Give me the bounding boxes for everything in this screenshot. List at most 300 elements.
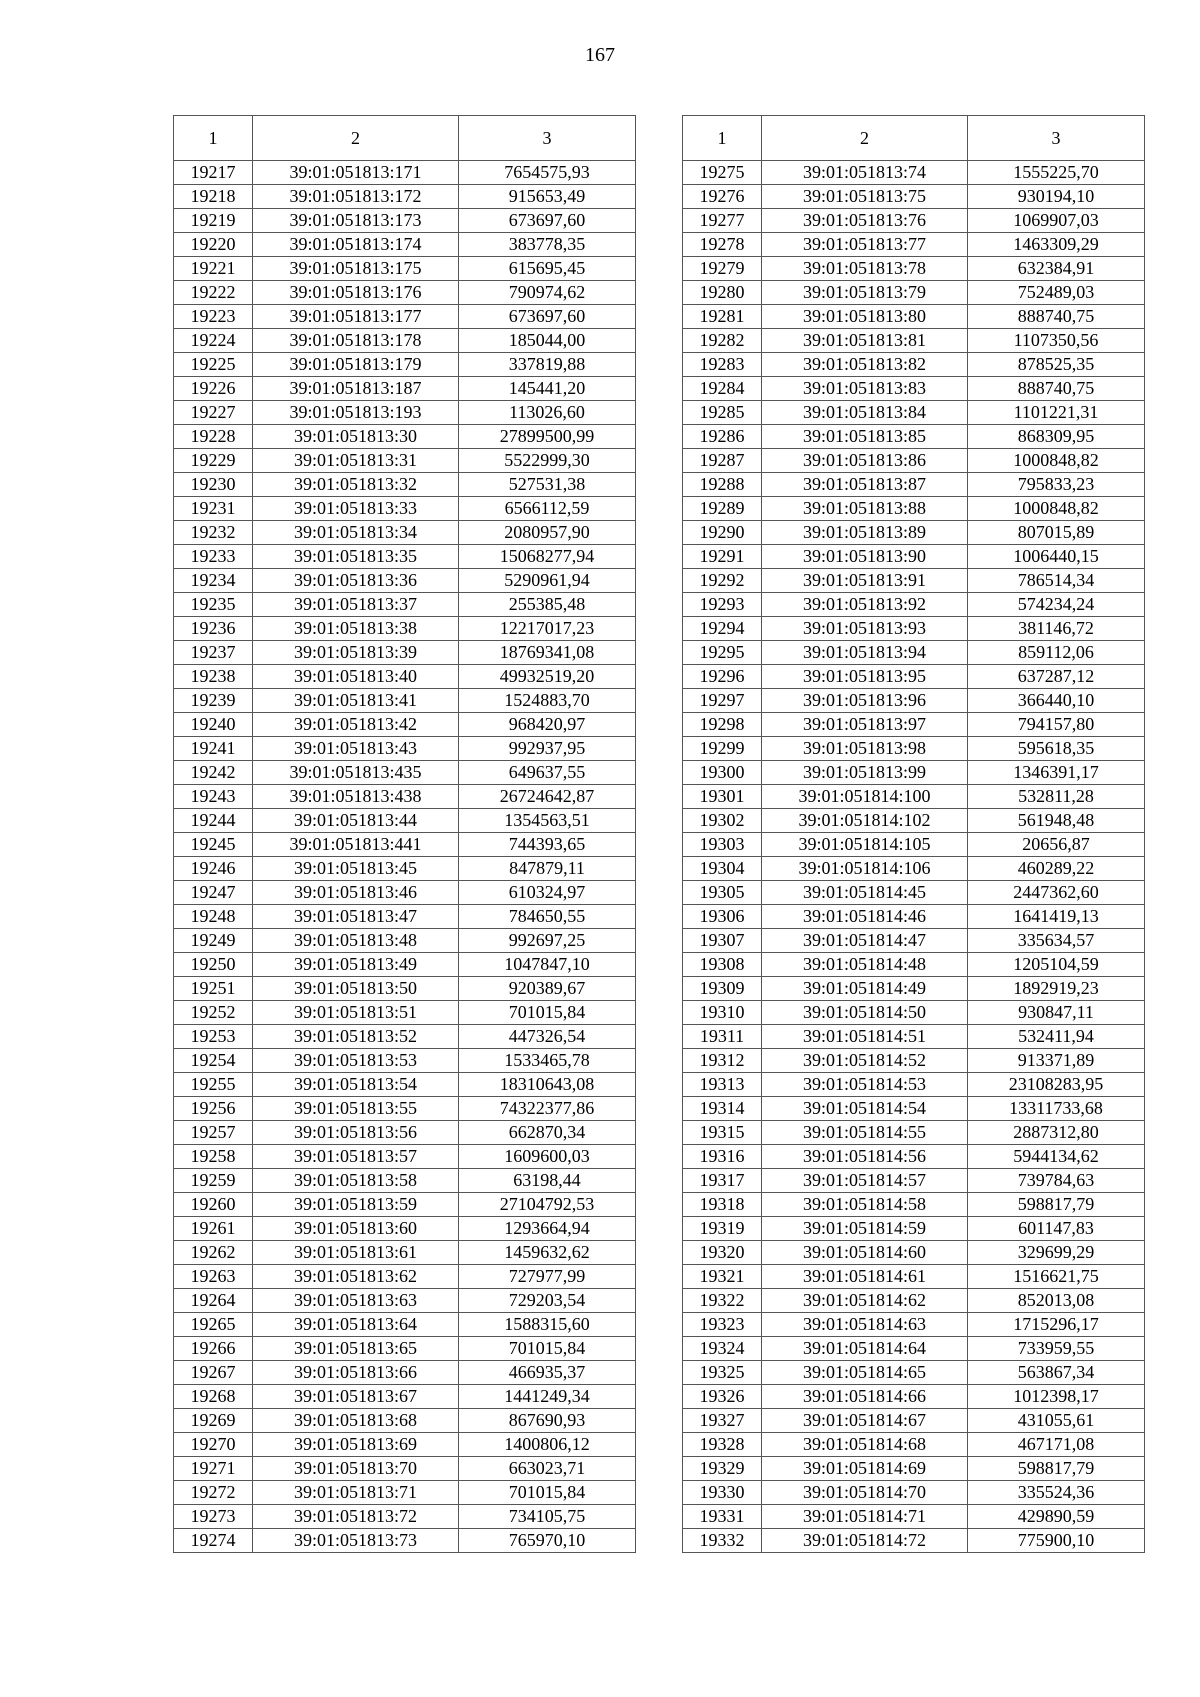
row-number-cell: 19318	[683, 1193, 762, 1217]
cadastral-id-cell: 39:01:051814:60	[762, 1241, 968, 1265]
cadastral-id-cell: 39:01:051813:80	[762, 305, 968, 329]
value-cell: 729203,54	[459, 1289, 636, 1313]
value-cell: 383778,35	[459, 233, 636, 257]
value-cell: 786514,34	[968, 569, 1145, 593]
cadastral-id-cell: 39:01:051813:65	[253, 1337, 459, 1361]
row-number-cell: 19322	[683, 1289, 762, 1313]
value-cell: 447326,54	[459, 1025, 636, 1049]
cadastral-id-cell: 39:01:051813:90	[762, 545, 968, 569]
table-row	[174, 737, 636, 761]
table-row	[683, 185, 1145, 209]
value-cell: 15068277,94	[459, 545, 636, 569]
table-row	[174, 1169, 636, 1193]
row-number-cell: 19307	[683, 929, 762, 953]
cadastral-id-cell: 39:01:051813:173	[253, 209, 459, 233]
value-cell: 727977,99	[459, 1265, 636, 1289]
value-cell: 595618,35	[968, 737, 1145, 761]
table-row	[683, 401, 1145, 425]
cadastral-id-cell: 39:01:051813:70	[253, 1457, 459, 1481]
cadastral-id-cell: 39:01:051813:36	[253, 569, 459, 593]
value-cell: 888740,75	[968, 377, 1145, 401]
row-number-cell: 19271	[174, 1457, 253, 1481]
value-cell: 673697,60	[459, 209, 636, 233]
cadastral-id-cell: 39:01:051813:52	[253, 1025, 459, 1049]
value-cell: 930847,11	[968, 1001, 1145, 1025]
value-cell: 1588315,60	[459, 1313, 636, 1337]
row-number-cell: 19231	[174, 497, 253, 521]
table-row	[174, 1313, 636, 1337]
row-number-cell: 19296	[683, 665, 762, 689]
value-cell: 867690,93	[459, 1409, 636, 1433]
cadastral-id-cell: 39:01:051813:89	[762, 521, 968, 545]
value-cell: 673697,60	[459, 305, 636, 329]
table-row	[174, 1121, 636, 1145]
cadastral-id-cell: 39:01:051813:55	[253, 1097, 459, 1121]
value-cell: 752489,03	[968, 281, 1145, 305]
row-number-cell: 19270	[174, 1433, 253, 1457]
table-row	[683, 1433, 1145, 1457]
cadastral-id-cell: 39:01:051814:58	[762, 1193, 968, 1217]
row-number-cell: 19238	[174, 665, 253, 689]
row-number-cell: 19237	[174, 641, 253, 665]
value-cell: 12217017,23	[459, 617, 636, 641]
row-number-cell: 19325	[683, 1361, 762, 1385]
row-number-cell: 19224	[174, 329, 253, 353]
column-header-value: 3	[459, 116, 636, 161]
value-cell: 784650,55	[459, 905, 636, 929]
table-row	[683, 1385, 1145, 1409]
cadastral-id-cell: 39:01:051814:62	[762, 1289, 968, 1313]
table-row	[683, 1217, 1145, 1241]
row-number-cell: 19228	[174, 425, 253, 449]
table-row	[683, 305, 1145, 329]
row-number-cell: 19317	[683, 1169, 762, 1193]
table-row	[174, 1361, 636, 1385]
row-number-cell: 19315	[683, 1121, 762, 1145]
cadastral-id-cell: 39:01:051814:61	[762, 1265, 968, 1289]
cadastral-id-cell: 39:01:051814:46	[762, 905, 968, 929]
row-number-cell: 19303	[683, 833, 762, 857]
value-cell: 610324,97	[459, 881, 636, 905]
value-cell: 26724642,87	[459, 785, 636, 809]
row-number-cell: 19262	[174, 1241, 253, 1265]
table-row	[174, 905, 636, 929]
table-row	[174, 305, 636, 329]
value-cell: 868309,95	[968, 425, 1145, 449]
value-cell: 649637,55	[459, 761, 636, 785]
cadastral-id-cell: 39:01:051813:99	[762, 761, 968, 785]
value-cell: 744393,65	[459, 833, 636, 857]
table-row	[683, 1337, 1145, 1361]
row-number-cell: 19286	[683, 425, 762, 449]
row-number-cell: 19217	[174, 161, 253, 185]
left-table-body	[174, 161, 636, 1553]
cadastral-id-cell: 39:01:051814:63	[762, 1313, 968, 1337]
value-cell: 335634,57	[968, 929, 1145, 953]
table-row	[174, 977, 636, 1001]
table-row	[683, 1265, 1145, 1289]
cadastral-id-cell: 39:01:051813:96	[762, 689, 968, 713]
row-number-cell: 19329	[683, 1457, 762, 1481]
cadastral-id-cell: 39:01:051813:61	[253, 1241, 459, 1265]
cadastral-id-cell: 39:01:051814:59	[762, 1217, 968, 1241]
cadastral-id-cell: 39:01:051814:67	[762, 1409, 968, 1433]
value-cell: 18769341,08	[459, 641, 636, 665]
cadastral-id-cell: 39:01:051813:33	[253, 497, 459, 521]
row-number-cell: 19261	[174, 1217, 253, 1241]
cadastral-id-cell: 39:01:051813:84	[762, 401, 968, 425]
row-number-cell: 19328	[683, 1433, 762, 1457]
table-row	[683, 1121, 1145, 1145]
table-row	[174, 641, 636, 665]
cadastral-id-cell: 39:01:051814:54	[762, 1097, 968, 1121]
value-cell: 2080957,90	[459, 521, 636, 545]
value-cell: 1533465,78	[459, 1049, 636, 1073]
value-cell: 27104792,53	[459, 1193, 636, 1217]
row-number-cell: 19248	[174, 905, 253, 929]
row-number-cell: 19279	[683, 257, 762, 281]
cadastral-id-cell: 39:01:051813:45	[253, 857, 459, 881]
value-cell: 2447362,60	[968, 881, 1145, 905]
cadastral-id-cell: 39:01:051813:66	[253, 1361, 459, 1385]
value-cell: 381146,72	[968, 617, 1145, 641]
table-row	[683, 953, 1145, 977]
value-cell: 1293664,94	[459, 1217, 636, 1241]
row-number-cell: 19294	[683, 617, 762, 641]
cadastral-id-cell: 39:01:051813:77	[762, 233, 968, 257]
value-cell: 775900,10	[968, 1529, 1145, 1553]
table-row	[683, 713, 1145, 737]
cadastral-id-cell: 39:01:051813:93	[762, 617, 968, 641]
table-row	[174, 1049, 636, 1073]
cadastral-id-cell: 39:01:051813:31	[253, 449, 459, 473]
table-row	[683, 1241, 1145, 1265]
column-header-number: 1	[683, 116, 762, 161]
cadastral-id-cell: 39:01:051813:30	[253, 425, 459, 449]
table-row	[174, 233, 636, 257]
cadastral-id-cell: 39:01:051813:193	[253, 401, 459, 425]
table-row	[683, 257, 1145, 281]
table-row	[683, 905, 1145, 929]
cadastral-id-cell: 39:01:051814:45	[762, 881, 968, 905]
row-number-cell: 19277	[683, 209, 762, 233]
cadastral-id-cell: 39:01:051813:35	[253, 545, 459, 569]
row-number-cell: 19275	[683, 161, 762, 185]
row-number-cell: 19257	[174, 1121, 253, 1145]
row-number-cell: 19245	[174, 833, 253, 857]
value-cell: 734105,75	[459, 1505, 636, 1529]
cadastral-id-cell: 39:01:051813:38	[253, 617, 459, 641]
column-header-cadastral-id: 2	[762, 116, 968, 161]
cadastral-id-cell: 39:01:051813:92	[762, 593, 968, 617]
cadastral-id-cell: 39:01:051814:102	[762, 809, 968, 833]
table-row	[683, 449, 1145, 473]
cadastral-id-cell: 39:01:051814:51	[762, 1025, 968, 1049]
value-cell: 49932519,20	[459, 665, 636, 689]
table-row	[683, 1289, 1145, 1313]
value-cell: 1609600,03	[459, 1145, 636, 1169]
table-row	[174, 1433, 636, 1457]
table-row	[174, 1337, 636, 1361]
cadastral-id-cell: 39:01:051813:85	[762, 425, 968, 449]
value-cell: 1459632,62	[459, 1241, 636, 1265]
table-row	[683, 929, 1145, 953]
value-cell: 794157,80	[968, 713, 1145, 737]
cadastral-id-cell: 39:01:051814:68	[762, 1433, 968, 1457]
table-row	[683, 881, 1145, 905]
table-row	[683, 1361, 1145, 1385]
row-number-cell: 19285	[683, 401, 762, 425]
row-number-cell: 19269	[174, 1409, 253, 1433]
row-number-cell: 19240	[174, 713, 253, 737]
cadastral-id-cell: 39:01:051813:37	[253, 593, 459, 617]
cadastral-id-cell: 39:01:051813:34	[253, 521, 459, 545]
row-number-cell: 19244	[174, 809, 253, 833]
row-number-cell: 19274	[174, 1529, 253, 1553]
row-number-cell: 19297	[683, 689, 762, 713]
value-cell: 1346391,17	[968, 761, 1145, 785]
value-cell: 5290961,94	[459, 569, 636, 593]
value-cell: 1892919,23	[968, 977, 1145, 1001]
cadastral-id-cell: 39:01:051813:48	[253, 929, 459, 953]
row-number-cell: 19316	[683, 1145, 762, 1169]
cadastral-id-cell: 39:01:051813:59	[253, 1193, 459, 1217]
header-row	[683, 116, 1145, 161]
cadastral-id-cell: 39:01:051814:52	[762, 1049, 968, 1073]
value-cell: 992937,95	[459, 737, 636, 761]
cadastral-id-cell: 39:01:051813:43	[253, 737, 459, 761]
cadastral-id-cell: 39:01:051813:187	[253, 377, 459, 401]
table-row	[174, 473, 636, 497]
row-number-cell: 19264	[174, 1289, 253, 1313]
value-cell: 992697,25	[459, 929, 636, 953]
cadastral-id-cell: 39:01:051813:435	[253, 761, 459, 785]
value-cell: 1205104,59	[968, 953, 1145, 977]
value-cell: 663023,71	[459, 1457, 636, 1481]
cadastral-id-cell: 39:01:051814:64	[762, 1337, 968, 1361]
value-cell: 467171,08	[968, 1433, 1145, 1457]
table-row	[174, 1481, 636, 1505]
table-row	[174, 497, 636, 521]
cadastral-id-cell: 39:01:051813:54	[253, 1073, 459, 1097]
cadastral-id-cell: 39:01:051813:42	[253, 713, 459, 737]
row-number-cell: 19272	[174, 1481, 253, 1505]
row-number-cell: 19223	[174, 305, 253, 329]
row-number-cell: 19310	[683, 1001, 762, 1025]
table-row	[683, 353, 1145, 377]
row-number-cell: 19242	[174, 761, 253, 785]
cadastral-id-cell: 39:01:051813:71	[253, 1481, 459, 1505]
cadastral-id-cell: 39:01:051813:179	[253, 353, 459, 377]
row-number-cell: 19281	[683, 305, 762, 329]
cadastral-id-cell: 39:01:051813:56	[253, 1121, 459, 1145]
table-row	[174, 1001, 636, 1025]
table-row	[174, 1265, 636, 1289]
row-number-cell: 19247	[174, 881, 253, 905]
column-header-value: 3	[968, 116, 1145, 161]
value-cell: 852013,08	[968, 1289, 1145, 1313]
table-row	[174, 209, 636, 233]
table-row	[174, 857, 636, 881]
value-cell: 63198,44	[459, 1169, 636, 1193]
value-cell: 1000848,82	[968, 497, 1145, 521]
value-cell: 915653,49	[459, 185, 636, 209]
row-number-cell: 19301	[683, 785, 762, 809]
value-cell: 847879,11	[459, 857, 636, 881]
cadastral-id-cell: 39:01:051813:67	[253, 1385, 459, 1409]
value-cell: 1555225,70	[968, 161, 1145, 185]
row-number-cell: 19324	[683, 1337, 762, 1361]
table-row	[683, 761, 1145, 785]
table-row	[683, 425, 1145, 449]
page-number: 167	[585, 44, 615, 66]
table-row	[174, 1025, 636, 1049]
cadastral-id-cell: 39:01:051814:50	[762, 1001, 968, 1025]
row-number-cell: 19309	[683, 977, 762, 1001]
table-row	[683, 1145, 1145, 1169]
value-cell: 795833,23	[968, 473, 1145, 497]
column-header-number: 1	[174, 116, 253, 161]
row-number-cell: 19280	[683, 281, 762, 305]
row-number-cell: 19229	[174, 449, 253, 473]
row-number-cell: 19314	[683, 1097, 762, 1121]
cadastral-id-cell: 39:01:051814:66	[762, 1385, 968, 1409]
cadastral-id-cell: 39:01:051813:58	[253, 1169, 459, 1193]
table-row	[174, 785, 636, 809]
row-number-cell: 19313	[683, 1073, 762, 1097]
cadastral-id-cell: 39:01:051813:49	[253, 953, 459, 977]
row-number-cell: 19278	[683, 233, 762, 257]
cadastral-id-cell: 39:01:051813:91	[762, 569, 968, 593]
cadastral-id-cell: 39:01:051813:82	[762, 353, 968, 377]
value-cell: 1516621,75	[968, 1265, 1145, 1289]
value-cell: 1006440,15	[968, 545, 1145, 569]
table-row	[174, 1289, 636, 1313]
row-number-cell: 19327	[683, 1409, 762, 1433]
row-number-cell: 19253	[174, 1025, 253, 1049]
row-number-cell: 19287	[683, 449, 762, 473]
table-row	[683, 641, 1145, 665]
row-number-cell: 19246	[174, 857, 253, 881]
value-cell: 1012398,17	[968, 1385, 1145, 1409]
value-cell: 20656,87	[968, 833, 1145, 857]
value-cell: 185044,00	[459, 329, 636, 353]
row-number-cell: 19239	[174, 689, 253, 713]
row-number-cell: 19258	[174, 1145, 253, 1169]
value-cell: 913371,89	[968, 1049, 1145, 1073]
value-cell: 888740,75	[968, 305, 1145, 329]
value-cell: 637287,12	[968, 665, 1145, 689]
value-cell: 335524,36	[968, 1481, 1145, 1505]
row-number-cell: 19295	[683, 641, 762, 665]
row-number-cell: 19255	[174, 1073, 253, 1097]
cadastral-id-cell: 39:01:051813:40	[253, 665, 459, 689]
value-cell: 1400806,12	[459, 1433, 636, 1457]
table-row	[683, 977, 1145, 1001]
table-row	[174, 329, 636, 353]
row-number-cell: 19268	[174, 1385, 253, 1409]
value-cell: 701015,84	[459, 1001, 636, 1025]
table-row	[683, 377, 1145, 401]
value-cell: 920389,67	[459, 977, 636, 1001]
cadastral-id-cell: 39:01:051813:75	[762, 185, 968, 209]
table-row	[174, 1529, 636, 1553]
row-number-cell: 19292	[683, 569, 762, 593]
row-number-cell: 19299	[683, 737, 762, 761]
table-row	[174, 1193, 636, 1217]
table-row	[683, 1481, 1145, 1505]
header-row	[174, 116, 636, 161]
row-number-cell: 19311	[683, 1025, 762, 1049]
row-number-cell: 19331	[683, 1505, 762, 1529]
value-cell: 1463309,29	[968, 233, 1145, 257]
cadastral-id-cell: 39:01:051813:95	[762, 665, 968, 689]
table-row	[683, 1529, 1145, 1553]
cadastral-id-cell: 39:01:051814:105	[762, 833, 968, 857]
row-number-cell: 19221	[174, 257, 253, 281]
table-row	[683, 857, 1145, 881]
cadastral-id-cell: 39:01:051813:68	[253, 1409, 459, 1433]
cadastral-id-cell: 39:01:051813:41	[253, 689, 459, 713]
row-number-cell: 19312	[683, 1049, 762, 1073]
table-row	[174, 1073, 636, 1097]
cadastral-id-cell: 39:01:051813:32	[253, 473, 459, 497]
cadastral-id-cell: 39:01:051813:438	[253, 785, 459, 809]
table-row	[174, 713, 636, 737]
row-number-cell: 19252	[174, 1001, 253, 1025]
table-row	[174, 425, 636, 449]
row-number-cell: 19283	[683, 353, 762, 377]
cadastral-id-cell: 39:01:051814:65	[762, 1361, 968, 1385]
value-cell: 601147,83	[968, 1217, 1145, 1241]
row-number-cell: 19326	[683, 1385, 762, 1409]
table-row	[174, 833, 636, 857]
table-row	[174, 1241, 636, 1265]
table-row	[174, 761, 636, 785]
cadastral-id-cell: 39:01:051814:106	[762, 857, 968, 881]
right-table	[682, 115, 1145, 1553]
cadastral-id-cell: 39:01:051814:48	[762, 953, 968, 977]
value-cell: 113026,60	[459, 401, 636, 425]
value-cell: 460289,22	[968, 857, 1145, 881]
value-cell: 1441249,34	[459, 1385, 636, 1409]
table-row	[683, 1049, 1145, 1073]
value-cell: 598817,79	[968, 1457, 1145, 1481]
row-number-cell: 19282	[683, 329, 762, 353]
table-row	[174, 1457, 636, 1481]
cadastral-id-cell: 39:01:051813:72	[253, 1505, 459, 1529]
value-cell: 1000848,82	[968, 449, 1145, 473]
table-row	[683, 1025, 1145, 1049]
table-row	[174, 593, 636, 617]
table-row	[174, 1097, 636, 1121]
left-table	[173, 115, 636, 1553]
row-number-cell: 19230	[174, 473, 253, 497]
table-row	[683, 785, 1145, 809]
value-cell: 632384,91	[968, 257, 1145, 281]
cadastral-id-cell: 39:01:051813:174	[253, 233, 459, 257]
row-number-cell: 19288	[683, 473, 762, 497]
value-cell: 878525,35	[968, 353, 1145, 377]
value-cell: 930194,10	[968, 185, 1145, 209]
value-cell: 563867,34	[968, 1361, 1145, 1385]
table-row	[683, 1193, 1145, 1217]
cadastral-id-cell: 39:01:051813:64	[253, 1313, 459, 1337]
table-row	[683, 209, 1145, 233]
cadastral-id-cell: 39:01:051813:176	[253, 281, 459, 305]
row-number-cell: 19218	[174, 185, 253, 209]
value-cell: 1715296,17	[968, 1313, 1145, 1337]
